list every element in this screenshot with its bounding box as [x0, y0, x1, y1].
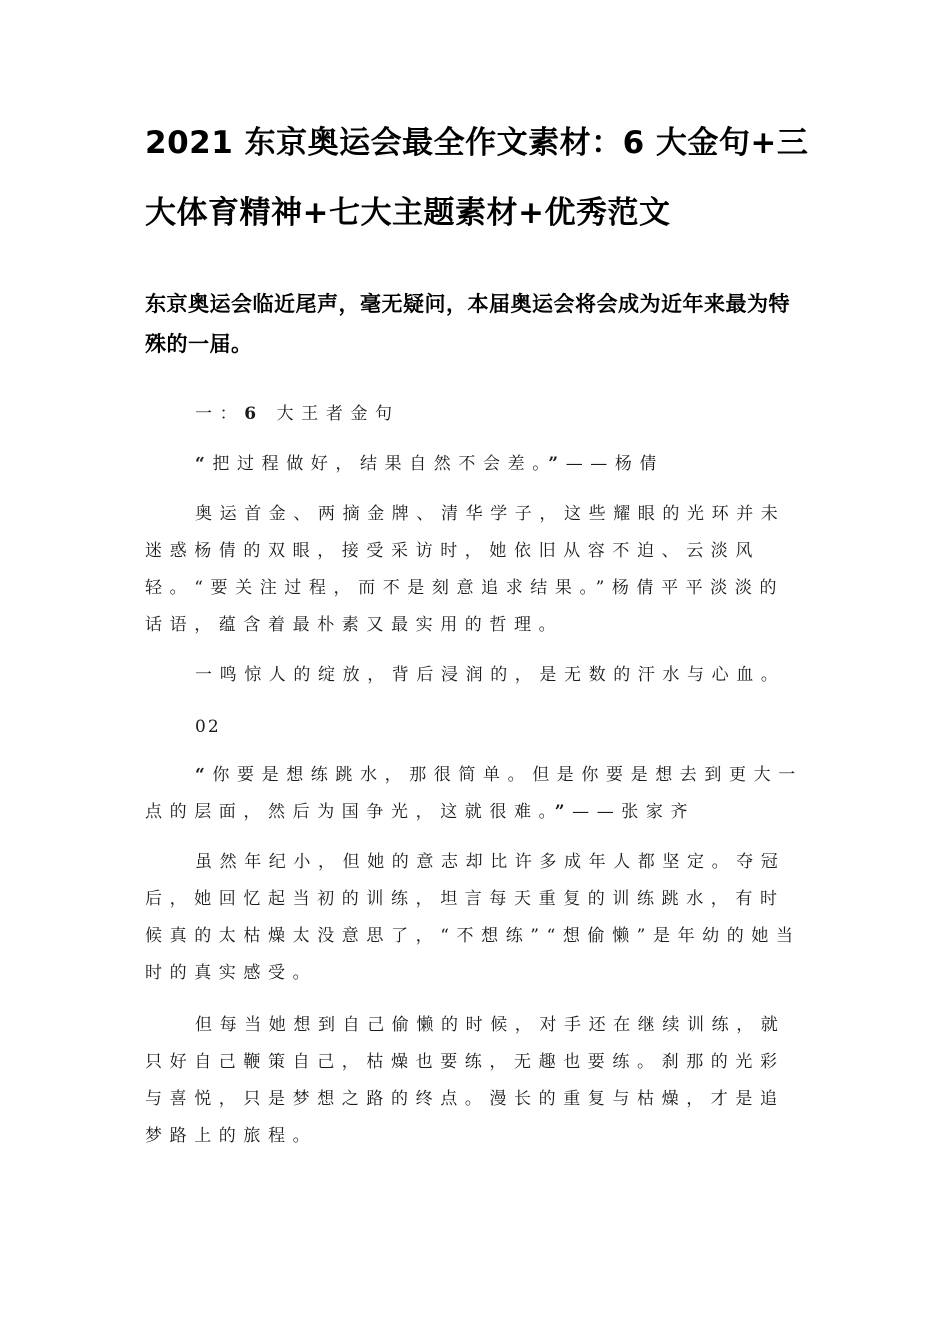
document-title: 2021 东京奥运会最全作文素材：6 大金句+三大体育精神+七大主题素材+优秀范文	[145, 125, 809, 231]
section-marker-02: 02	[195, 717, 221, 737]
section-number: 6	[244, 404, 264, 424]
quote-yang-qian	[145, 446, 805, 483]
quote-close-mark: ”	[548, 454, 566, 474]
section-prefix: 一：	[195, 404, 245, 424]
lead-paragraph: 东京奥运会临近尾声，毫无疑问，本届奥运会将会成为近年来最为特殊的一届。	[145, 292, 790, 356]
quote-open-mark: “	[195, 765, 213, 785]
quote-open-mark: “	[195, 454, 213, 474]
section-suffix: 大王者金句	[276, 404, 400, 424]
section-heading-1	[145, 396, 805, 433]
quote-zhang-jiaqi	[145, 757, 805, 831]
quote-attribution: ——张家齐	[572, 802, 696, 822]
paragraph-1: 奥运首金、两摘金牌、清华学子，这些耀眼的光环并未迷惑杨倩的双眼，接受采访时，她依旧从容不迫、云淡风轻。“要关注过程，而不是刻意追求结果。”杨倩平平淡淡的话语，蕴含着最朴素又最实用的哲理。	[145, 504, 786, 635]
quote-text: 把过程做好，结果自然不会差。	[212, 454, 549, 474]
paragraph-2: 一鸣惊人的绽放，背后浸润的，是无数的汗水与心血。	[195, 665, 786, 685]
quote-attribution: ——杨倩	[565, 454, 665, 474]
paragraph-3: 虽然年纪小，但她的意志却比许多成年人都坚定。夺冠后，她回忆起当初的训练，坦言每天重复的训练跳水，有时候真的太枯燥太没意思了，“不想练”“想偷懒”是年幼的她当时的真实感受。	[145, 852, 801, 983]
paragraph-4: 但每当她想到自己偷懒的时候，对手还在继续训练，就只好自己鞭策自己，枯燥也要练，无趣也要练。刹那的光彩与喜悦，只是梦想之路的终点。漫长的重复与枯燥，才是追梦路上的旅程。	[145, 1015, 786, 1146]
quote-text: 你要是想练跳水，那很简单。但是你要是想去到更大一点的层面，然后为国争光，这就很难。	[145, 765, 803, 822]
quote-close-mark: ”	[554, 802, 573, 822]
